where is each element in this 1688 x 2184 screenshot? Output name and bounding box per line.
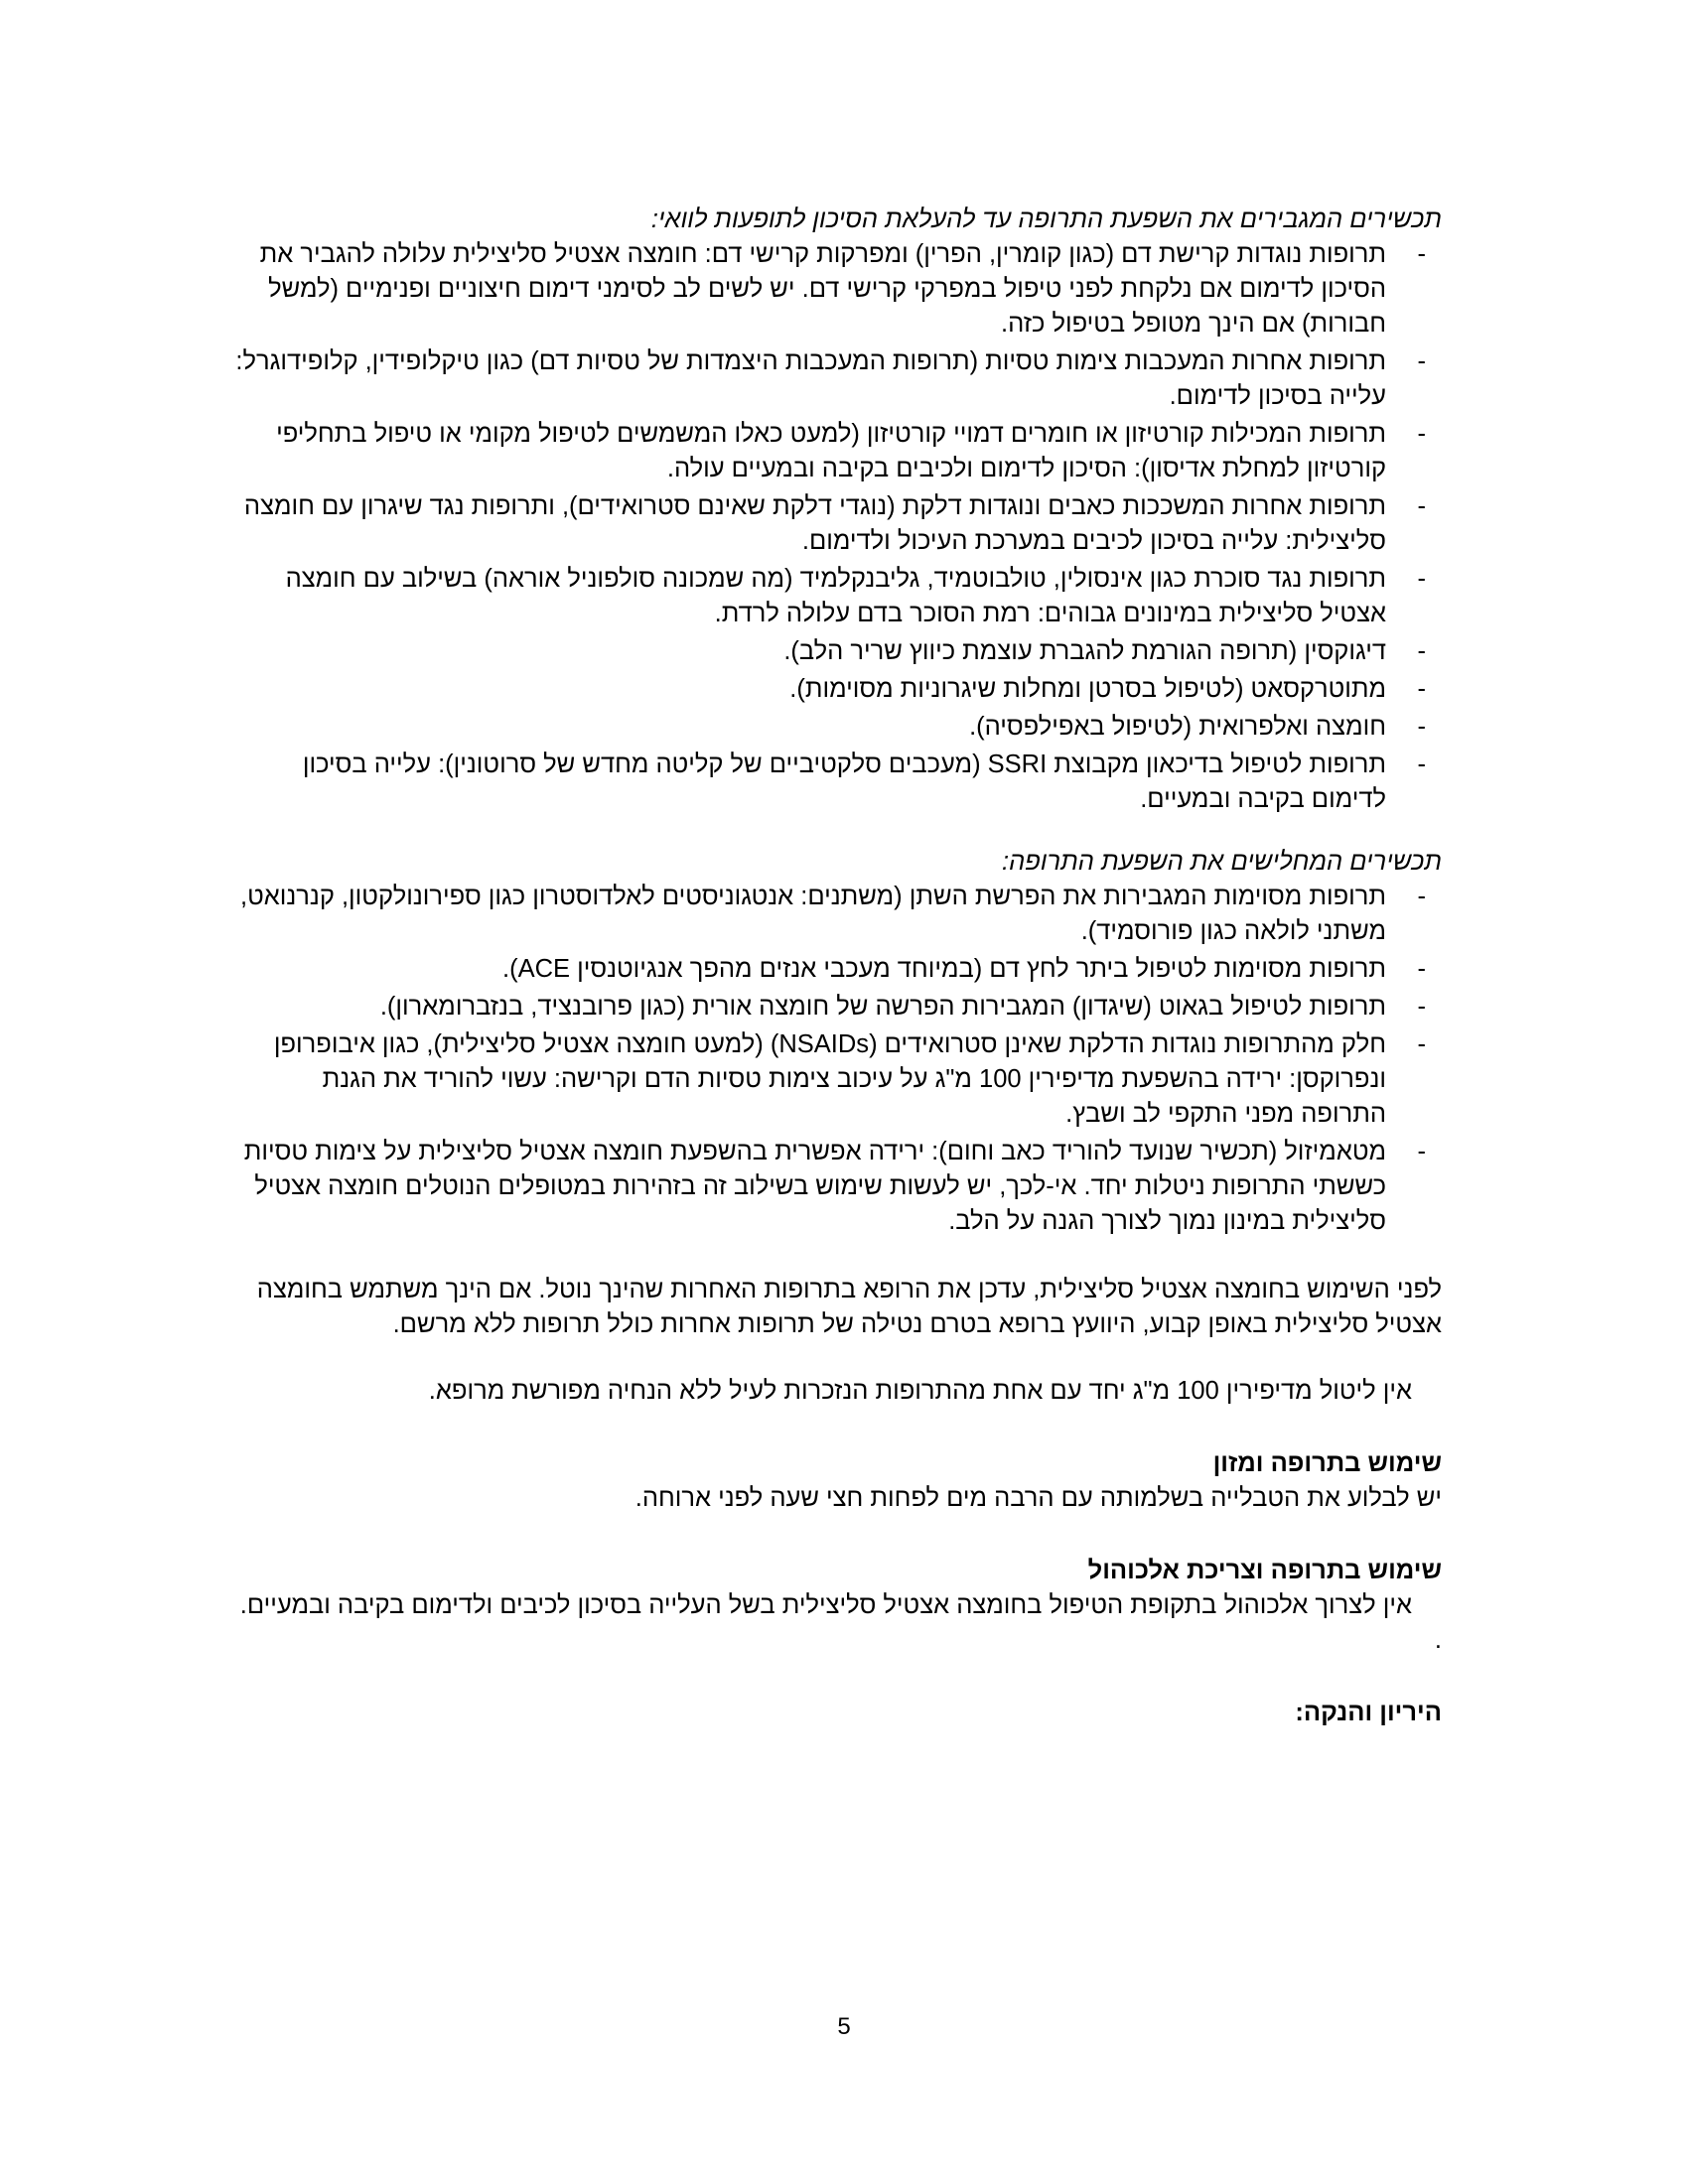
list-item: - תרופות אחרות המעכבות צימות טסיות (תרופות המעכבות היצמדות של טסיות דם) כגון טיקלופידין, קלופידוגרל: עלייה בסיכון לדימום. <box>230 344 1442 414</box>
heading-increase-effect: תכשירים המגבירים את השפעת התרופה עד להעלאת הסיכון לתופעות לוואי: <box>650 205 1442 233</box>
list-item: - תרופות נגד סוכרת כגון אינסולין, טולבוטמיד, גליבנקלמיד (מה שמכונה סולפוניל אוראה) בשילוב עם חומצה אצטיל סליצילית במינונים גבוהים: רמת הסוכר בדם עלולה לרדת. <box>230 562 1442 631</box>
list-item: - חומצה ואלפרואית (לטיפול באפילפסיה). <box>230 710 1442 745</box>
stray-dot: . <box>1434 1626 1442 1654</box>
list-decrease-effect <box>230 880 1442 1239</box>
page-number: 5 <box>837 2013 851 2040</box>
paragraph-alcohol: אין לצרוך אלכוהול בתקופת הטיפול בחומצה אצטיל סליצילית בשל העלייה בסיכון לכיבים ולדימום בקיבה ובמעיים. <box>239 1591 1412 1619</box>
list-increase-effect <box>230 237 1442 817</box>
list-item: - חלק מהתרופות נוגדות הדלקת שאינן סטרואידים (NSAIDs) (למעט חומצה אצטיל סליצילית), כגון איבופרופן ונפרוקסן: ירידה בהשפעת מדיפירין 100 מ"ג על עיכוב צימות טסיות הדם וקרישה: עשוי להוריד את הגנת התרופה מפני התקפי לב ושבץ. <box>230 1027 1442 1132</box>
heading-pregnancy: היריון והנקה: <box>1295 1699 1442 1726</box>
paragraph-inform-doctor: לפני השימוש בחומצה אצטיל סליצילית, עדכן את הרופא בתרופות האחרות שהינך נוטל. אם הינך משתמש בחומצה אצטיל סליצילית באופן קבוע, היוועץ ברופא בטרם נטילה של תרופות אחרות כולל תרופות ללא מרשם. <box>256 1276 1442 1338</box>
heading-food: שימוש בתרופה ומזון <box>1212 1449 1442 1477</box>
list-item: - תרופות מסוימות המגבירות את הפרשת השתן (משתנים: אנטגוניסטים לאלדוסטרון כגון ספירונולקטון, קנרנואט, משתני לולאה כגון פורוסמיד). <box>230 880 1442 949</box>
list-item: - תרופות המכילות קורטיזון או חומרים דמויי קורטיזון (למעט כאלו המשמשים לטיפול מקומי או טיפול בתחליפי קורטיזון למחלת אדיסון): הסיכון לדימום ולכיבים בקיבה ובמעיים עולה. <box>230 417 1442 486</box>
heading-decrease-effect: תכשירים המחלישים את השפעת התרופה: <box>1002 848 1442 876</box>
paragraph-food: יש לבלוע את הטבלייה בשלמותה עם הרבה מים לפחות חצי שעה לפני ארוחה. <box>634 1484 1442 1512</box>
page-content <box>230 203 1442 1730</box>
list-item: - תרופות מסוימות לטיפול ביתר לחץ דם (במיוחד מעכבי אנזים מהפך אנגיוטנסין ACE). <box>230 952 1442 987</box>
list-item: - מטאמיזול (תכשיר שנועד להוריד כאב וחום): ירידה אפשרית בהשפעת חומצה אצטיל סליצילית על צימות טסיות כששתי התרופות ניטלות יחד. אי-לכך, יש לעשות שימוש בשילוב זה בזהירות במטופלים הנוטלים חומצה אצטיל סליצילית במינון נמוך לצורך הגנה על הלב. <box>230 1135 1442 1239</box>
list-item: - תרופות נוגדות קרישת דם (כגון קומרין, הפרין) ומפרקות קרישי דם: חומצה אצטיל סליצילית עלולה להגביר את הסיכון לדימום אם נלקחת לפני טיפול במפרקי קרישי דם. יש לשים לב לסימני דימום חיצוניים ופנימיים (למשל חבורות) אם הינך מטופל בטיפול כזה. <box>230 237 1442 341</box>
paragraph-warning: אין ליטול מדיפירין 100 מ"ג יחד עם אחת מהתרופות הנזכרות לעיל ללא הנחיה מפורשת מרופא. <box>428 1377 1412 1405</box>
list-item: - תרופות לטיפול בגאוט (שיגדון) המגבירות הפרשה של חומצה אורית (כגון פרובנציד, בנזברומארון). <box>230 990 1442 1024</box>
list-item: - דיגוקסין (תרופה הגורמת להגברת עוצמת כיווץ שריר הלב). <box>230 634 1442 669</box>
list-item: - תרופות לטיפול בדיכאון מקבוצת SSRI (מעכבים סלקטיביים של קליטה מחדש של סרוטונין): עלייה בסיכון לדימום בקיבה ובמעיים. <box>230 748 1442 817</box>
list-item: - מתוטרקסאט (לטיפול בסרטן ומחלות שיגרוניות מסוימות). <box>230 672 1442 707</box>
list-item: - תרופות אחרות המשככות כאבים ונוגדות דלקת (נוגדי דלקת שאינם סטרואידים), ותרופות נגד שיגרון עם חומצה סליצילית: עלייה בסיכון לכיבים במערכת העיכול ולדימום. <box>230 489 1442 559</box>
heading-alcohol: שימוש בתרופה וצריכת אלכוהול <box>1087 1557 1442 1584</box>
